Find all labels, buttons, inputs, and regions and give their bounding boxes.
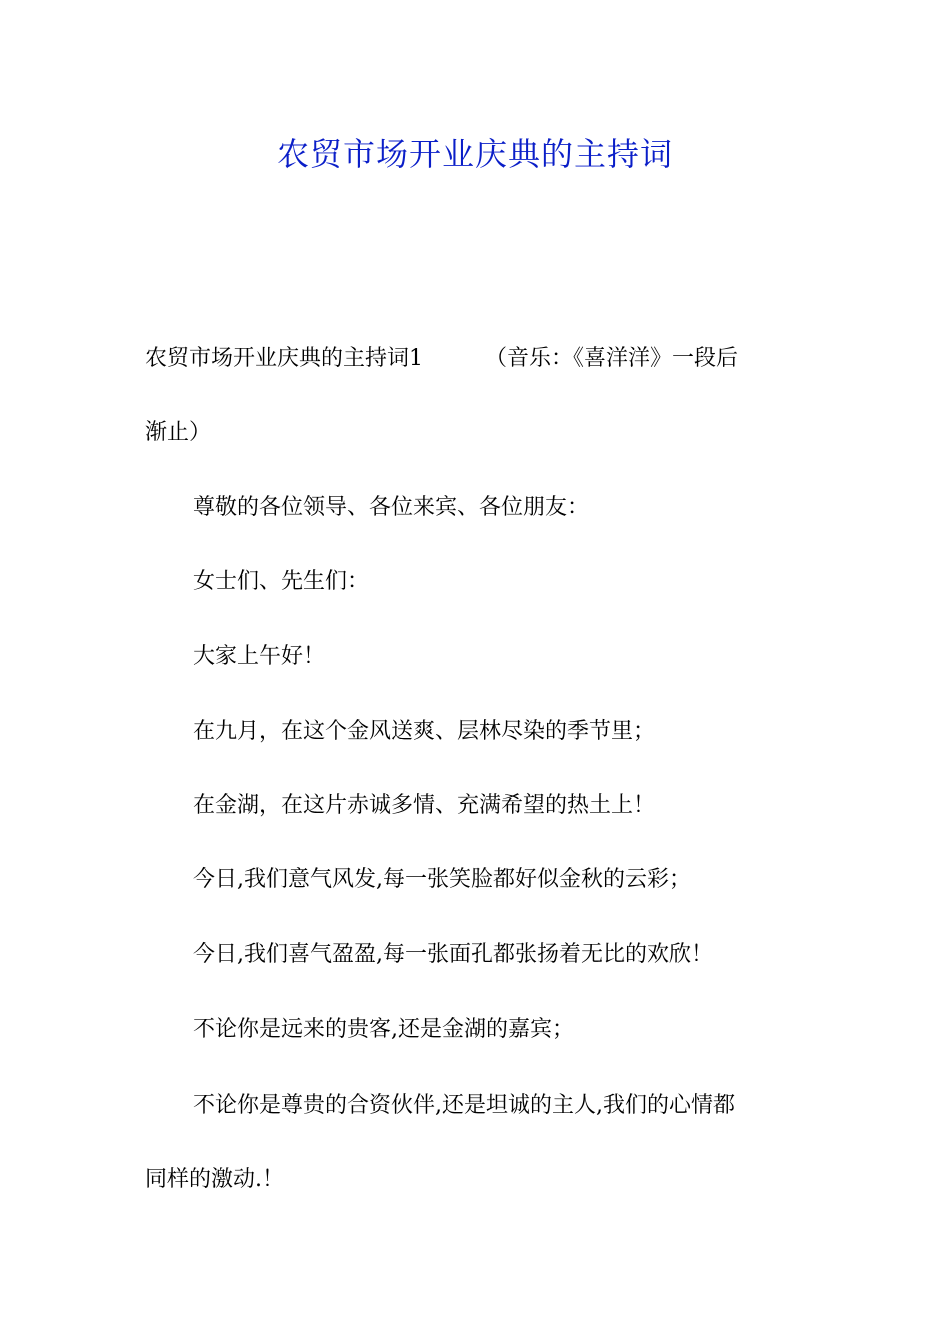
salutation-line-2: 女士们、先生们： (193, 569, 370, 594)
intro-heading: 农贸市场开业庆典的主持词1 (145, 346, 423, 371)
intro-line (145, 340, 810, 378)
salutation-line-1: 尊敬的各位领导、各位来宾、各位朋友： (193, 495, 590, 520)
paragraph-5: 不论你是远来的贵客,还是金湖的嘉宾； (193, 1017, 574, 1042)
paragraph-4: 今日,我们喜气盈盈,每一张面孔都张扬着无比的欢欣！ (193, 942, 713, 967)
intro-note-continued: 渐止） (145, 420, 212, 445)
paragraph-3: 今日,我们意气风发,每一张笑脸都好似金秋的云彩； (193, 867, 691, 892)
paragraph-6: 不论你是尊贵的合资伙伴,还是坦诚的主人,我们的心情都 (193, 1093, 735, 1118)
paragraph-2: 在金湖，在这片赤诚多情、充满希望的热土上！ (193, 793, 656, 818)
intro-note: （音乐：《喜洋洋》一段后 (485, 346, 739, 371)
document-title: 农贸市场开业庆典的主持词 (276, 135, 673, 173)
paragraph-6-continued: 同样的激动.！ (145, 1167, 284, 1192)
greeting-line: 大家上午好！ (193, 644, 326, 669)
paragraph-1: 在九月，在这个金风送爽、层林尽染的季节里； (193, 719, 656, 744)
